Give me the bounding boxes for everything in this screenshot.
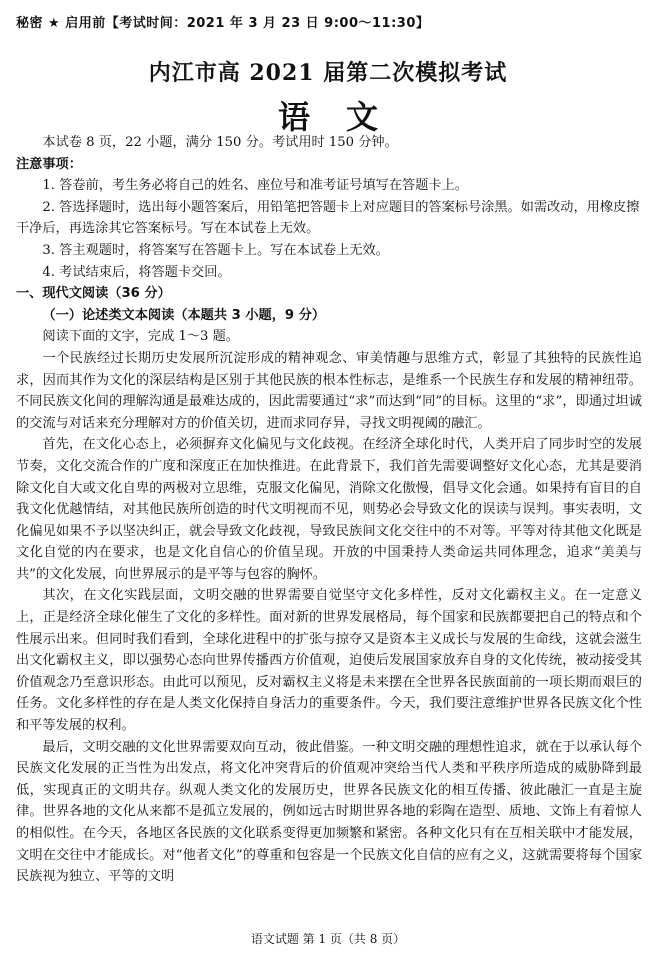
subsection-title: （一）论述类文本阅读（本题共 3 小题，9 分）: [42, 307, 326, 323]
notice-item-2: 2. 答选择题时，选出每小题答案后，用铅笔把答题卡上对应题目的答案标号涂黑。如需改动，用橡皮擦干净后，再选涂其它答案标号。写在本试卷上无效。: [16, 199, 640, 237]
passage-paragraph-2: 首先，在文化心态上，必须摒弃文化偏见与文化歧视。在经济全球化时代，人类开启了同步时空的发展节奏，文化交流合作的广度和深度正在加快推进。在此背景下，我们首先需要调整好文化心态，尤其是要消除文化自大或文化自卑的两极对立思维，克服文化偏见，消除文化傲慢，倡导文化会通。如果持有盲目的自我文化优越情结，对其他民族所创造的时代文明视而不见，则势必会导致文化的误读与误判。事实表明，文化偏见如果不予以坚决纠正，就会导致文化歧视，导致民族间文化交往中的不对等。平等对待其他文化既是文化自觉的内在要求，也是文化自信心的价值呈现。开放的中国秉持人类命运共同体理念，追求“美美与共”的文化发展，向世界展示的是平等与包容的胸怀。: [16, 437, 642, 582]
section-title: 一、现代文阅读（36 分）: [16, 286, 171, 302]
page-footer: 语文试题 第 1 页（共 8 页）: [250, 932, 406, 946]
passage-paragraph-3: 其次，在文化实践层面，文明交融的世界需要自觉坚守文化多样性，反对文化霸权主义。在一定意义上，正是经济全球化催生了文化的多样性。面对新的世界发展格局，每个国家和民族都要把自己的特点和个性展示出来。但同时我们看到，全球化进程中的扩张与掠夺又是资本主义成长与发展的生命线，这就会滋生出文化霸权主义，即以强势心态向世界传播西方价值观，迫使后发展国家放弃自身的文化传统，被动接受其价值观念乃至意识形态。由此可以预见，反对霸权主义将是未来摆在全世界各民族面前的一项长期而艰巨的任务。文化多样性的存在是人类文化保持自身活力的重要条件。今天，我们要注意维护世界各民族文化个性和平等发展的权利。: [16, 588, 642, 734]
exam-title: 内江市高 2021 届第二次模拟考试: [148, 60, 508, 86]
notice-heading: 注意事项：: [16, 156, 82, 172]
passage-paragraph-1: 一个民族经过长期历史发展所沉淀形成的精神观念、审美情趣与思维方式，彰显了其独特的民族性追求，因而其作为文化的深层结构是区别于其他民族的根本性标志，是维系一个民族生存和发展的精神纽带。不同民族文化间的理解沟通是最难达成的，因此需要通过“求”而达到“同”的目标。这里的“求”，即通过坦诚的交流与对话来充分理解对方的价值关切，进而求同存异，寻找文明视阈的融汇。: [16, 350, 642, 431]
notice-item-4: 4. 考试结束后，将答题卡交回。: [42, 264, 231, 280]
page-content: [16, 132, 642, 888]
passage-paragraph-4: 最后，文明交融的文化世界需要双向互动，彼此借鉴。一种文明交融的理想性追求，就在于以承认每个民族文化发展的正当性为出发点，将文化冲突背后的价值观冲突给当代人类和平秩序所造成的威胁降到最低，实现真正的文明共存。纵观人类文化的发展历史，世界各民族文化的相互传播、彼此融汇一直是主旋律。世界各地的文化从来都不是孤立发展的，例如远古时期世界各地的彩陶在造型、质地、文饰上有着惊人的相似性。在今天，各地区各民族的文化联系变得更加频繁和紧密。各种文化只有在互相关联中才能发展，文明在交往中才能成长。对“他者文化”的尊重和包容是一个民族文化自信的应有之义，这就需要将每个国家民族视为独立、平等的文明: [16, 739, 642, 885]
subject-title: 语文: [277, 98, 414, 136]
reading-instruction: 阅读下面的文字，完成 1～3 题。: [42, 329, 239, 345]
notice-item-3: 3. 答主观题时，将答案写在答题卡上。写在本试卷上无效。: [42, 242, 389, 258]
notice-item-1: 1. 答卷前，考生务必将自己的姓名、座位号和准考证号填写在答题卡上。: [42, 178, 468, 194]
exam-intro: 本试卷 8 页，22 小题，满分 150 分。考试用时 150 分钟。: [42, 135, 398, 150]
confidential-exam-time-line: 秘密 ★ 启用前【考试时间：2021 年 3 月 23 日 9:00～11:30】: [16, 16, 430, 31]
